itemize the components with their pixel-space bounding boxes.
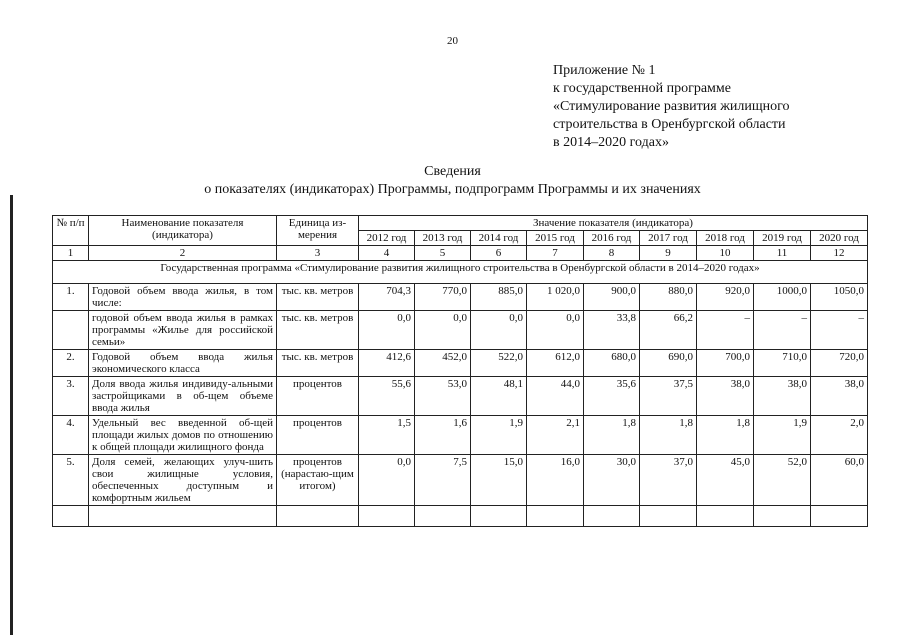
- row-value: 60,0: [811, 455, 868, 506]
- column-number-row: [53, 246, 868, 261]
- row-value: 1,8: [697, 416, 754, 455]
- table-row: [53, 416, 868, 455]
- year-header: 2018 год: [697, 231, 754, 246]
- column-number: 1: [53, 246, 89, 261]
- row-value: 522,0: [471, 350, 527, 377]
- row-number: 1.: [53, 284, 89, 311]
- row-value: 66,2: [640, 311, 697, 350]
- column-number: 4: [359, 246, 415, 261]
- row-value: 0,0: [471, 311, 527, 350]
- year-header: 2014 год: [471, 231, 527, 246]
- row-value: 1,8: [584, 416, 640, 455]
- row-value: 612,0: [527, 350, 584, 377]
- row-value: 45,0: [697, 455, 754, 506]
- row-value: 704,3: [359, 284, 415, 311]
- document-title: [0, 163, 905, 199]
- row-value: 1,6: [415, 416, 471, 455]
- table-row: [53, 311, 868, 350]
- row-value: 412,6: [359, 350, 415, 377]
- row-value: 680,0: [584, 350, 640, 377]
- column-number: 7: [527, 246, 584, 261]
- row-name: годовой объем ввода жилья в рамках программы «Жилье для российской семьи»: [89, 311, 277, 350]
- year-header: 2013 год: [415, 231, 471, 246]
- row-unit: тыс. кв. метров: [277, 350, 359, 377]
- row-value: 53,0: [415, 377, 471, 416]
- indicators-table: [52, 215, 868, 527]
- row-name: Годовой объем ввода жилья экономического класса: [89, 350, 277, 377]
- row-value: –: [754, 311, 811, 350]
- row-unit: тыс. кв. метров: [277, 311, 359, 350]
- row-value: 52,0: [754, 455, 811, 506]
- table-row: [53, 377, 868, 416]
- row-value: –: [697, 311, 754, 350]
- column-number: 3: [277, 246, 359, 261]
- year-header: 2015 год: [527, 231, 584, 246]
- row-number: [53, 311, 89, 350]
- appendix-line: «Стимулирование развития жилищного: [553, 99, 790, 114]
- column-number: 6: [471, 246, 527, 261]
- row-value: 16,0: [527, 455, 584, 506]
- row-value: 48,1: [471, 377, 527, 416]
- row-value: 15,0: [471, 455, 527, 506]
- row-name: Доля семей, желающих улуч-шить свои жилищные условия, обеспеченных доступным и комфортным жильем: [89, 455, 277, 506]
- year-header: 2017 год: [640, 231, 697, 246]
- row-name: Годовой объем ввода жилья, в том числе:: [89, 284, 277, 311]
- column-number: 8: [584, 246, 640, 261]
- row-value: 710,0: [754, 350, 811, 377]
- program-title-row: [53, 261, 868, 284]
- row-value: 880,0: [640, 284, 697, 311]
- empty-cell: [754, 506, 811, 527]
- row-number: 3.: [53, 377, 89, 416]
- row-value: 1,9: [754, 416, 811, 455]
- table-row: [53, 455, 868, 506]
- row-value: 900,0: [584, 284, 640, 311]
- row-value: 38,0: [811, 377, 868, 416]
- row-value: 37,5: [640, 377, 697, 416]
- header-row: [53, 216, 868, 231]
- empty-cell: [584, 506, 640, 527]
- row-value: 37,0: [640, 455, 697, 506]
- row-unit: процентов (нарастаю-щим итогом): [277, 455, 359, 506]
- row-value: 1000,0: [754, 284, 811, 311]
- title-line-1: Сведения: [424, 164, 481, 179]
- row-value: 885,0: [471, 284, 527, 311]
- row-value: 44,0: [527, 377, 584, 416]
- row-value: 700,0: [697, 350, 754, 377]
- header-values: Значение показателя (индикатора): [359, 216, 868, 231]
- row-value: 38,0: [754, 377, 811, 416]
- header-number: № п/п: [53, 216, 89, 246]
- empty-cell: [359, 506, 415, 527]
- row-number: 2.: [53, 350, 89, 377]
- appendix-block: [553, 62, 790, 152]
- empty-cell: [471, 506, 527, 527]
- appendix-line: Приложение № 1: [553, 63, 656, 78]
- row-value: 1050,0: [811, 284, 868, 311]
- year-header: 2012 год: [359, 231, 415, 246]
- empty-row: [53, 506, 868, 527]
- column-number: 11: [754, 246, 811, 261]
- row-value: 0,0: [359, 311, 415, 350]
- row-value: 1,8: [640, 416, 697, 455]
- scan-edge-line: [10, 195, 13, 635]
- row-value: 0,0: [359, 455, 415, 506]
- empty-cell: [277, 506, 359, 527]
- row-unit: процентов: [277, 416, 359, 455]
- empty-cell: [89, 506, 277, 527]
- row-value: 0,0: [527, 311, 584, 350]
- program-title: Государственная программа «Стимулирование развития жилищного строительства в Оренбургской области в 2014–2020 годах»: [53, 261, 868, 284]
- row-value: 2,0: [811, 416, 868, 455]
- year-header: 2020 год: [811, 231, 868, 246]
- empty-cell: [527, 506, 584, 527]
- row-unit: тыс. кв. метров: [277, 284, 359, 311]
- title-line-2: о показателях (индикаторах) Программы, подпрограмм Программы и их значениях: [204, 182, 701, 197]
- row-value: 720,0: [811, 350, 868, 377]
- row-name: Удельный вес введенной об-щей площади жилых домов по отношению к общей площади жилищного фонда: [89, 416, 277, 455]
- column-number: 2: [89, 246, 277, 261]
- appendix-line: к государственной программе: [553, 81, 731, 96]
- row-number: 4.: [53, 416, 89, 455]
- empty-cell: [640, 506, 697, 527]
- table-row: [53, 350, 868, 377]
- row-value: 55,6: [359, 377, 415, 416]
- row-value: 0,0: [415, 311, 471, 350]
- column-number: 12: [811, 246, 868, 261]
- empty-cell: [811, 506, 868, 527]
- appendix-line: строительства в Оренбургской области: [553, 117, 786, 132]
- row-unit: процентов: [277, 377, 359, 416]
- row-value: –: [811, 311, 868, 350]
- year-header: 2019 год: [754, 231, 811, 246]
- row-value: 452,0: [415, 350, 471, 377]
- row-value: 690,0: [640, 350, 697, 377]
- row-name: Доля ввода жилья индивиду-альными застройщиками в об-щем объеме ввода жилья: [89, 377, 277, 416]
- table-row: [53, 284, 868, 311]
- row-value: 7,5: [415, 455, 471, 506]
- empty-cell: [697, 506, 754, 527]
- header-name: Наименование показателя (индикатора): [89, 216, 277, 246]
- row-value: 33,8: [584, 311, 640, 350]
- empty-cell: [53, 506, 89, 527]
- row-value: 30,0: [584, 455, 640, 506]
- year-header: 2016 год: [584, 231, 640, 246]
- column-number: 9: [640, 246, 697, 261]
- row-value: 920,0: [697, 284, 754, 311]
- row-value: 1,9: [471, 416, 527, 455]
- appendix-line: в 2014–2020 годах»: [553, 135, 669, 150]
- row-value: 2,1: [527, 416, 584, 455]
- page-number: 20: [447, 35, 458, 47]
- empty-cell: [415, 506, 471, 527]
- column-number: 5: [415, 246, 471, 261]
- row-value: 1 020,0: [527, 284, 584, 311]
- row-value: 38,0: [697, 377, 754, 416]
- row-number: 5.: [53, 455, 89, 506]
- row-value: 1,5: [359, 416, 415, 455]
- header-unit: Единица из-мерения: [277, 216, 359, 246]
- row-value: 35,6: [584, 377, 640, 416]
- row-value: 770,0: [415, 284, 471, 311]
- column-number: 10: [697, 246, 754, 261]
